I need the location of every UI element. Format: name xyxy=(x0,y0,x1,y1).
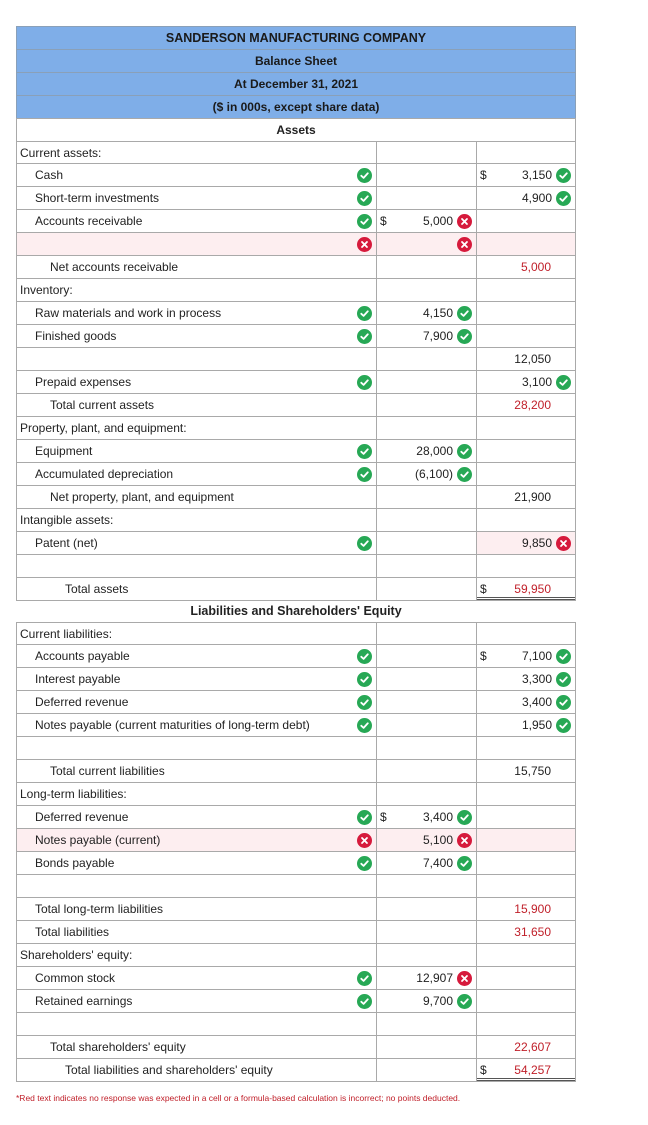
check-icon xyxy=(357,168,372,183)
account-cell[interactable] xyxy=(17,714,377,736)
account-label: Retained earnings xyxy=(35,994,133,1008)
account-cell[interactable] xyxy=(17,463,377,485)
check-icon xyxy=(357,467,372,482)
account-label xyxy=(17,237,35,251)
table-row xyxy=(16,164,576,187)
account-cell[interactable] xyxy=(17,967,377,989)
account-label: Notes payable (current) xyxy=(35,833,161,847)
account-cell[interactable] xyxy=(17,806,377,828)
check-icon xyxy=(556,695,571,710)
total-cell xyxy=(477,578,575,600)
total-cell[interactable] xyxy=(477,714,575,736)
account-cell xyxy=(17,256,377,278)
statement-units: ($ in 000s, except share data) xyxy=(16,95,576,118)
footnote: *Red text indicates no response was expected in a cell or a formula-based calculation is incorrect; no points deducted. xyxy=(16,1093,461,1103)
total-value: 7,100 xyxy=(521,649,552,663)
table-row xyxy=(16,141,576,164)
amount-cell xyxy=(377,1036,477,1058)
account-cell xyxy=(17,394,377,416)
amount-cell xyxy=(377,714,477,736)
total-value: 59,950 xyxy=(514,582,551,596)
account-cell xyxy=(17,760,377,782)
account-label: Accounts payable xyxy=(35,649,130,663)
cross-icon xyxy=(457,237,472,252)
table-row xyxy=(16,645,576,668)
amount-cell[interactable] xyxy=(377,852,477,874)
account-cell[interactable] xyxy=(17,302,377,324)
table-row xyxy=(16,256,576,279)
amount-cell xyxy=(377,1013,477,1035)
account-label: Deferred revenue xyxy=(35,810,129,824)
account-cell xyxy=(17,921,377,943)
amount-value: 5,000 xyxy=(422,214,453,228)
account-cell xyxy=(17,279,377,301)
total-value: 4,900 xyxy=(521,191,552,205)
total-cell xyxy=(477,829,575,851)
account-label: Total current assets xyxy=(50,398,155,412)
amount-cell xyxy=(377,921,477,943)
check-icon xyxy=(357,306,372,321)
table-row xyxy=(16,1059,576,1082)
account-label: Total assets xyxy=(65,582,129,596)
amount-cell xyxy=(377,760,477,782)
amount-cell[interactable] xyxy=(377,210,477,232)
dollar-sign: $ xyxy=(480,1063,487,1077)
total-cell xyxy=(477,967,575,989)
table-row xyxy=(16,233,576,256)
cross-icon xyxy=(357,833,372,848)
total-cell xyxy=(477,509,575,531)
amount-cell xyxy=(377,555,477,577)
total-cell xyxy=(477,1036,575,1058)
table-row xyxy=(16,325,576,348)
check-icon xyxy=(357,214,372,229)
account-cell[interactable] xyxy=(17,532,377,554)
balance-sheet xyxy=(16,26,576,1082)
amount-cell[interactable] xyxy=(377,990,477,1012)
total-value: 28,200 xyxy=(514,398,551,412)
table-row xyxy=(16,348,576,371)
account-cell xyxy=(17,417,377,439)
amount-cell xyxy=(377,187,477,209)
total-cell xyxy=(477,302,575,324)
account-label: Total current liabilities xyxy=(50,764,165,778)
total-cell xyxy=(477,1013,575,1035)
total-cell xyxy=(477,325,575,347)
account-cell xyxy=(17,898,377,920)
total-cell xyxy=(477,210,575,232)
total-cell xyxy=(477,875,575,897)
account-cell[interactable] xyxy=(17,440,377,462)
account-label: Deferred revenue xyxy=(35,695,129,709)
account-cell xyxy=(17,783,377,805)
account-cell[interactable] xyxy=(17,829,377,851)
check-icon xyxy=(357,444,372,459)
amount-cell[interactable] xyxy=(377,325,477,347)
total-cell xyxy=(477,737,575,759)
total-cell xyxy=(477,233,575,255)
amount-cell xyxy=(377,486,477,508)
account-cell[interactable] xyxy=(17,325,377,347)
account-label: Intangible assets: xyxy=(20,513,114,527)
account-label xyxy=(17,879,35,893)
table-row xyxy=(16,668,576,691)
amount-cell[interactable] xyxy=(377,967,477,989)
dollar-sign: $ xyxy=(480,649,487,663)
amount-cell xyxy=(377,668,477,690)
account-label: Total liabilities and shareholders' equity xyxy=(65,1063,273,1077)
check-icon xyxy=(357,810,372,825)
table-row xyxy=(16,898,576,921)
table-row xyxy=(16,486,576,509)
total-cell xyxy=(477,348,575,370)
table-row xyxy=(16,532,576,555)
check-icon xyxy=(457,994,472,1009)
liabilities-equity-heading: Liabilities and Shareholders' Equity xyxy=(190,604,402,618)
amount-cell xyxy=(377,348,477,370)
account-cell xyxy=(17,555,377,577)
account-label xyxy=(17,741,35,755)
dollar-sign: $ xyxy=(380,810,387,824)
amount-cell xyxy=(377,1059,477,1081)
table-row xyxy=(16,463,576,486)
amount-cell xyxy=(377,691,477,713)
account-label: Current liabilities: xyxy=(20,627,113,641)
check-icon xyxy=(556,649,571,664)
amount-value: 5,100 xyxy=(422,833,453,847)
account-label: Common stock xyxy=(35,971,116,985)
account-cell xyxy=(17,875,377,897)
account-label: Bonds payable xyxy=(35,856,115,870)
table-row xyxy=(16,578,576,601)
account-cell xyxy=(17,1013,377,1035)
total-cell xyxy=(477,1059,575,1081)
amount-value: (6,100) xyxy=(414,467,453,481)
amount-value: 4,150 xyxy=(422,306,453,320)
liabilities-rows xyxy=(16,622,576,1082)
account-cell[interactable] xyxy=(17,668,377,690)
check-icon xyxy=(357,856,372,871)
check-icon xyxy=(357,672,372,687)
table-row xyxy=(16,829,576,852)
account-label: Accumulated depreciation xyxy=(35,467,174,481)
account-label: Accounts receivable xyxy=(35,214,143,228)
total-cell xyxy=(477,921,575,943)
account-cell xyxy=(17,486,377,508)
account-label xyxy=(17,559,35,573)
account-label: Short-term investments xyxy=(35,191,160,205)
amount-cell[interactable] xyxy=(377,806,477,828)
table-row xyxy=(16,371,576,394)
total-cell[interactable] xyxy=(477,532,575,554)
total-cell xyxy=(477,990,575,1012)
total-cell xyxy=(477,623,575,644)
amount-value: 7,900 xyxy=(422,329,453,343)
check-icon xyxy=(457,856,472,871)
check-icon xyxy=(457,306,472,321)
amount-cell xyxy=(377,898,477,920)
amount-cell xyxy=(377,394,477,416)
check-icon xyxy=(357,649,372,664)
account-cell xyxy=(17,578,377,600)
table-row xyxy=(16,509,576,532)
total-cell[interactable] xyxy=(477,645,575,667)
amount-cell xyxy=(377,944,477,966)
table-row xyxy=(16,555,576,578)
table-row xyxy=(16,394,576,417)
check-icon xyxy=(357,191,372,206)
check-icon xyxy=(457,810,472,825)
total-cell xyxy=(477,852,575,874)
amount-value: 7,400 xyxy=(422,856,453,870)
table-row xyxy=(16,1036,576,1059)
check-icon xyxy=(457,329,472,344)
amount-value: 28,000 xyxy=(416,444,453,458)
amount-cell xyxy=(377,371,477,393)
total-cell xyxy=(477,279,575,301)
account-label: Notes payable (current maturities of long-term debt) xyxy=(35,718,310,732)
account-cell[interactable] xyxy=(17,164,377,186)
account-cell[interactable] xyxy=(17,233,377,255)
total-value: 22,607 xyxy=(514,1040,551,1054)
account-label: Total liabilities xyxy=(35,925,110,939)
table-row xyxy=(16,417,576,440)
account-cell xyxy=(17,348,377,370)
check-icon xyxy=(357,695,372,710)
amount-cell xyxy=(377,279,477,301)
account-label: Patent (net) xyxy=(35,536,98,550)
table-row xyxy=(16,852,576,875)
amount-cell xyxy=(377,623,477,644)
table-row xyxy=(16,783,576,806)
statement-date: At December 31, 2021 xyxy=(16,72,576,95)
account-cell xyxy=(17,623,377,644)
amount-cell[interactable] xyxy=(377,302,477,324)
total-value: 3,100 xyxy=(521,375,552,389)
table-row xyxy=(16,921,576,944)
total-cell xyxy=(477,256,575,278)
total-cell xyxy=(477,783,575,805)
total-cell[interactable] xyxy=(477,164,575,186)
table-row xyxy=(16,691,576,714)
amount-value: 3,400 xyxy=(422,810,453,824)
account-cell[interactable] xyxy=(17,645,377,667)
amount-cell xyxy=(377,164,477,186)
cross-icon xyxy=(457,214,472,229)
dollar-sign: $ xyxy=(380,214,387,228)
total-cell[interactable] xyxy=(477,371,575,393)
account-cell xyxy=(17,509,377,531)
table-row xyxy=(16,210,576,233)
total-value: 5,000 xyxy=(520,260,551,274)
account-cell xyxy=(17,1059,377,1081)
account-cell[interactable] xyxy=(17,210,377,232)
account-cell[interactable] xyxy=(17,852,377,874)
check-icon xyxy=(556,191,571,206)
account-label: Inventory: xyxy=(20,283,73,297)
total-value: 3,400 xyxy=(521,695,552,709)
account-label: Raw materials and work in process xyxy=(35,306,222,320)
account-cell xyxy=(17,944,377,966)
total-value: 12,050 xyxy=(514,352,551,366)
account-cell xyxy=(17,737,377,759)
amount-cell xyxy=(377,645,477,667)
account-label: Property, plant, and equipment: xyxy=(20,421,187,435)
cross-icon xyxy=(457,971,472,986)
check-icon xyxy=(357,329,372,344)
total-cell xyxy=(477,142,575,163)
account-cell xyxy=(17,142,377,163)
total-value: 1,950 xyxy=(521,718,552,732)
account-label: Net accounts receivable xyxy=(50,260,179,274)
amount-cell xyxy=(377,578,477,600)
table-row xyxy=(16,806,576,829)
dollar-sign: $ xyxy=(480,582,487,596)
total-cell xyxy=(477,440,575,462)
total-cell xyxy=(477,806,575,828)
check-icon xyxy=(457,444,472,459)
check-icon xyxy=(556,672,571,687)
total-value: 15,750 xyxy=(514,764,551,778)
amount-cell xyxy=(377,417,477,439)
amount-cell[interactable] xyxy=(377,829,477,851)
amount-cell xyxy=(377,783,477,805)
amount-cell xyxy=(377,737,477,759)
total-value: 9,850 xyxy=(521,536,552,550)
statement-title: Balance Sheet xyxy=(16,49,576,72)
table-row xyxy=(16,760,576,783)
amount-cell xyxy=(377,532,477,554)
account-label: Finished goods xyxy=(35,329,117,343)
cross-icon xyxy=(556,536,571,551)
account-label: Total shareholders' equity xyxy=(50,1040,186,1054)
account-label: Net property, plant, and equipment xyxy=(50,490,234,504)
check-icon xyxy=(457,467,472,482)
account-label: Long-term liabilities: xyxy=(20,787,127,801)
check-icon xyxy=(357,375,372,390)
total-cell xyxy=(477,486,575,508)
total-cell xyxy=(477,898,575,920)
table-row xyxy=(16,279,576,302)
amount-cell xyxy=(377,875,477,897)
check-icon xyxy=(357,994,372,1009)
table-row xyxy=(16,1013,576,1036)
amount-value: 12,907 xyxy=(416,971,453,985)
total-cell[interactable] xyxy=(477,187,575,209)
total-value: 3,150 xyxy=(521,168,552,182)
account-cell xyxy=(17,1036,377,1058)
total-cell xyxy=(477,417,575,439)
total-value: 54,257 xyxy=(514,1063,551,1077)
amount-cell[interactable] xyxy=(377,463,477,485)
amount-value: 9,700 xyxy=(422,994,453,1008)
account-label: Cash xyxy=(35,168,64,182)
table-row xyxy=(16,875,576,898)
account-cell[interactable] xyxy=(17,187,377,209)
check-icon xyxy=(357,718,372,733)
assets-rows xyxy=(16,141,576,601)
account-label: Interest payable xyxy=(35,672,121,686)
total-cell[interactable] xyxy=(477,668,575,690)
table-row xyxy=(16,187,576,210)
company-name: SANDERSON MANUFACTURING COMPANY xyxy=(16,26,576,49)
table-row xyxy=(16,440,576,463)
check-icon xyxy=(357,536,372,551)
account-label: Shareholders' equity: xyxy=(20,948,133,962)
amount-cell xyxy=(377,509,477,531)
cross-icon xyxy=(457,833,472,848)
total-value: 3,300 xyxy=(521,672,552,686)
total-value: 31,650 xyxy=(514,925,551,939)
account-cell[interactable] xyxy=(17,691,377,713)
account-label: Equipment xyxy=(35,444,93,458)
account-label: Current assets: xyxy=(20,146,102,160)
total-cell xyxy=(477,463,575,485)
table-row xyxy=(16,714,576,737)
table-row xyxy=(16,302,576,325)
total-cell xyxy=(477,394,575,416)
total-cell[interactable] xyxy=(477,691,575,713)
dollar-sign: $ xyxy=(480,168,487,182)
table-row xyxy=(16,944,576,967)
account-label xyxy=(17,352,35,366)
table-row xyxy=(16,737,576,760)
total-cell xyxy=(477,760,575,782)
check-icon xyxy=(556,718,571,733)
amount-cell xyxy=(377,256,477,278)
table-row xyxy=(16,622,576,645)
total-cell xyxy=(477,944,575,966)
total-value: 15,900 xyxy=(514,902,551,916)
check-icon xyxy=(556,168,571,183)
account-cell[interactable] xyxy=(17,990,377,1012)
total-cell xyxy=(477,555,575,577)
account-cell[interactable] xyxy=(17,371,377,393)
table-row xyxy=(16,967,576,990)
account-label: Total long-term liabilities xyxy=(35,902,164,916)
amount-cell xyxy=(377,142,477,163)
amount-cell[interactable] xyxy=(377,233,477,255)
amount-cell[interactable] xyxy=(377,440,477,462)
account-label: Prepaid expenses xyxy=(35,375,132,389)
table-row xyxy=(16,990,576,1013)
check-icon xyxy=(556,375,571,390)
check-icon xyxy=(357,971,372,986)
assets-heading: Assets xyxy=(16,118,576,141)
cross-icon xyxy=(357,237,372,252)
account-label xyxy=(17,1017,35,1031)
total-value: 21,900 xyxy=(514,490,551,504)
